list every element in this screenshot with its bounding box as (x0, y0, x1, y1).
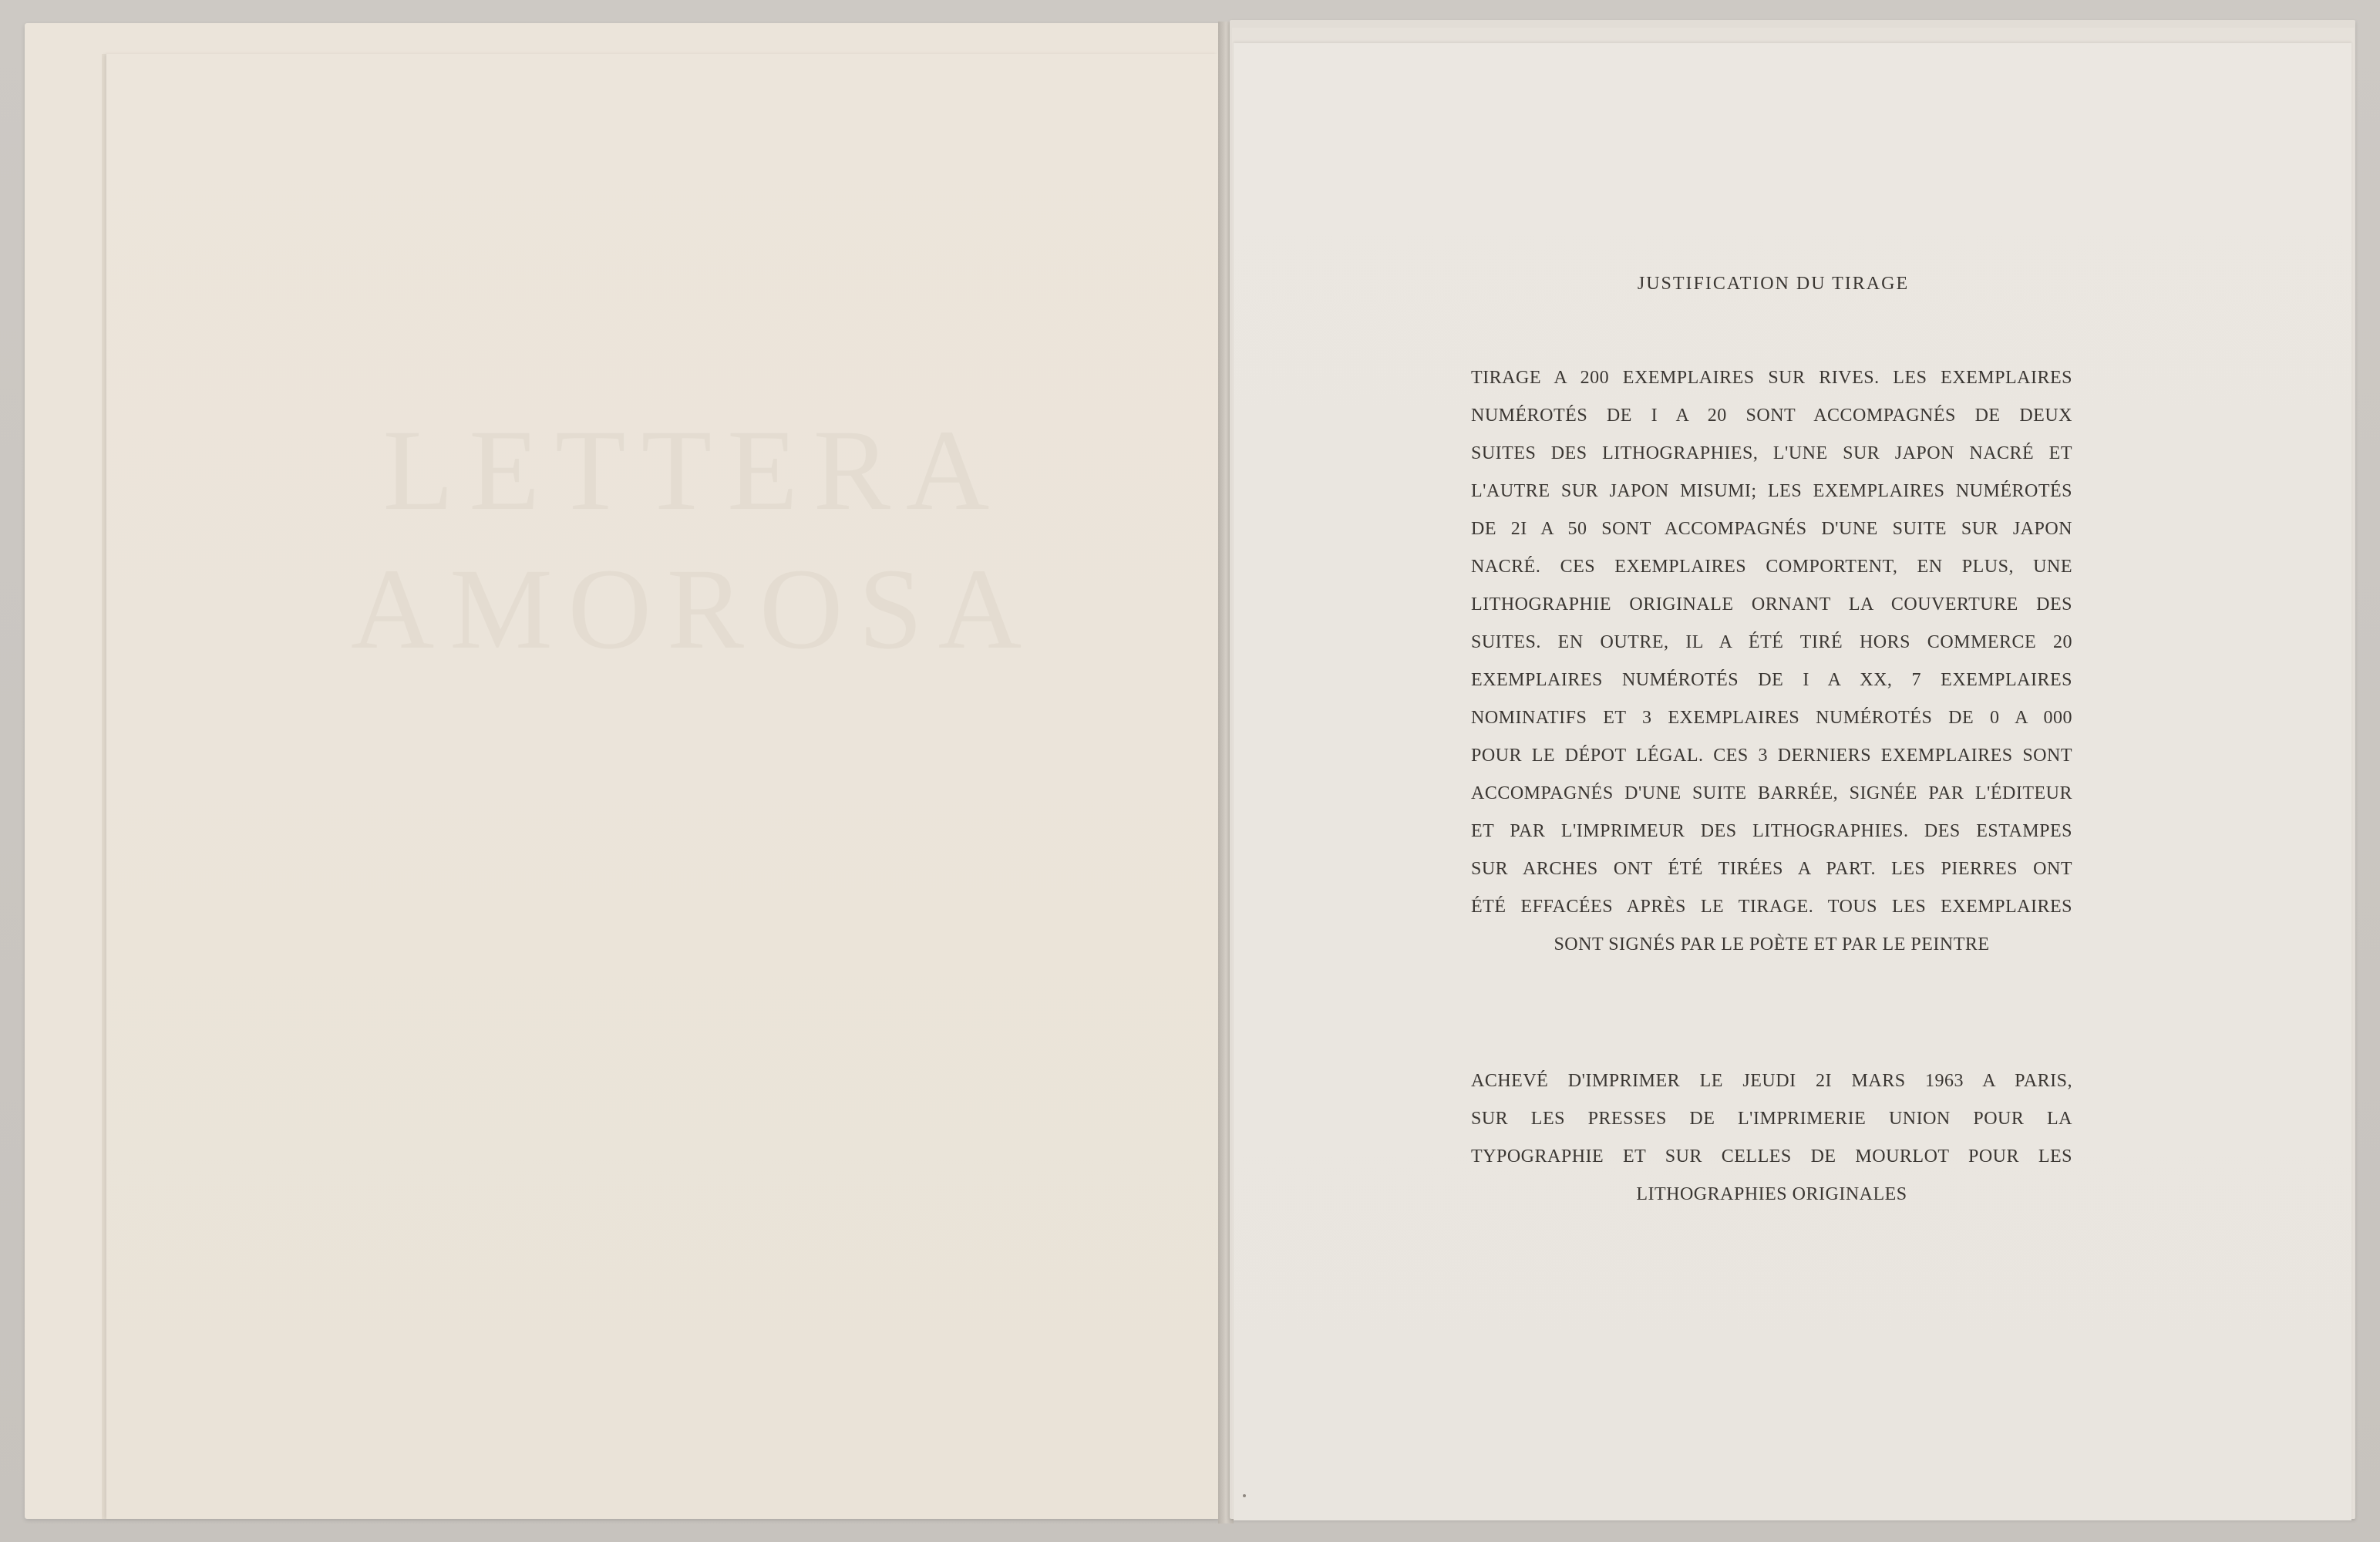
text-line: EXEMPLAIRES NUMÉROTÉS DE I A XX, 7 EXEMPLAIRES (1471, 670, 2072, 690)
colophon-paragraph-1 (1471, 359, 2072, 964)
text-line-last: SONT SIGNÉS PAR LE POÈTE ET PAR LE PEINTRE (1554, 934, 1990, 954)
text-line: SUITES DES LITHOGRAPHIES, L'UNE SUR JAPON NACRÉ ET (1471, 443, 2072, 463)
colophon-paragraph-2 (1471, 1062, 2072, 1214)
text-line: ÉTÉ EFFACÉES APRÈS LE TIRAGE. TOUS LES EXEMPLAIRES (1471, 897, 2072, 917)
text-line: TIRAGE A 200 EXEMPLAIRES SUR RIVES. LES EXEMPLAIRES (1471, 368, 2072, 388)
text-line: L'AUTRE SUR JAPON MISUMI; LES EXEMPLAIRES NUMÉROTÉS (1471, 481, 2072, 501)
text-line: SUR ARCHES ONT ÉTÉ TIRÉES A PART. LES PIERRES ONT (1471, 859, 2072, 879)
text-line: LITHOGRAPHIE ORIGINALE ORNANT LA COUVERTURE DES (1471, 594, 2072, 614)
text-line: SUR LES PRESSES DE L'IMPRIMERIE UNION POUR LA (1471, 1109, 2072, 1129)
text-line: NACRÉ. CES EXEMPLAIRES COMPORTENT, EN PLUS, UNE (1471, 557, 2072, 577)
text-line: ET PAR L'IMPRIMEUR DES LITHOGRAPHIES. DES ESTAMPES (1471, 821, 2072, 841)
text-line: NUMÉROTÉS DE I A 20 SONT ACCOMPAGNÉS DE DEUX (1471, 406, 2072, 426)
text-line: ACCOMPAGNÉS D'UNE SUITE BARRÉE, SIGNÉE PAR L'ÉDITEUR (1471, 783, 2072, 803)
show-through-title (308, 401, 1079, 678)
left-page (106, 54, 1218, 1519)
paper-speck (1243, 1494, 1246, 1497)
show-through-line-2: AMOROSA (350, 545, 1038, 673)
text-line: ACHEVÉ D'IMPRIMER LE JEUDI 2I MARS 1963 A PARIS, (1471, 1071, 2072, 1091)
text-line: SUITES. EN OUTRE, IL A ÉTÉ TIRÉ HORS COMMERCE 20 (1471, 632, 2072, 652)
text-line: POUR LE DÉPOT LÉGAL. CES 3 DERNIERS EXEMPLAIRES SONT (1471, 746, 2072, 766)
colophon-heading: JUSTIFICATION DU TIRAGE (1637, 274, 1910, 294)
text-line-last: LITHOGRAPHIES ORIGINALES (1636, 1184, 1907, 1204)
text-line: NOMINATIFS ET 3 EXEMPLAIRES NUMÉROTÉS DE 0 A 000 (1471, 708, 2072, 728)
show-through-line-1: LETTERA (382, 406, 1005, 534)
text-line: DE 2I A 50 SONT ACCOMPAGNÉS D'UNE SUITE SUR JAPON (1471, 519, 2072, 539)
text-line: TYPOGRAPHIE ET SUR CELLES DE MOURLOT POUR LES (1471, 1146, 2072, 1167)
